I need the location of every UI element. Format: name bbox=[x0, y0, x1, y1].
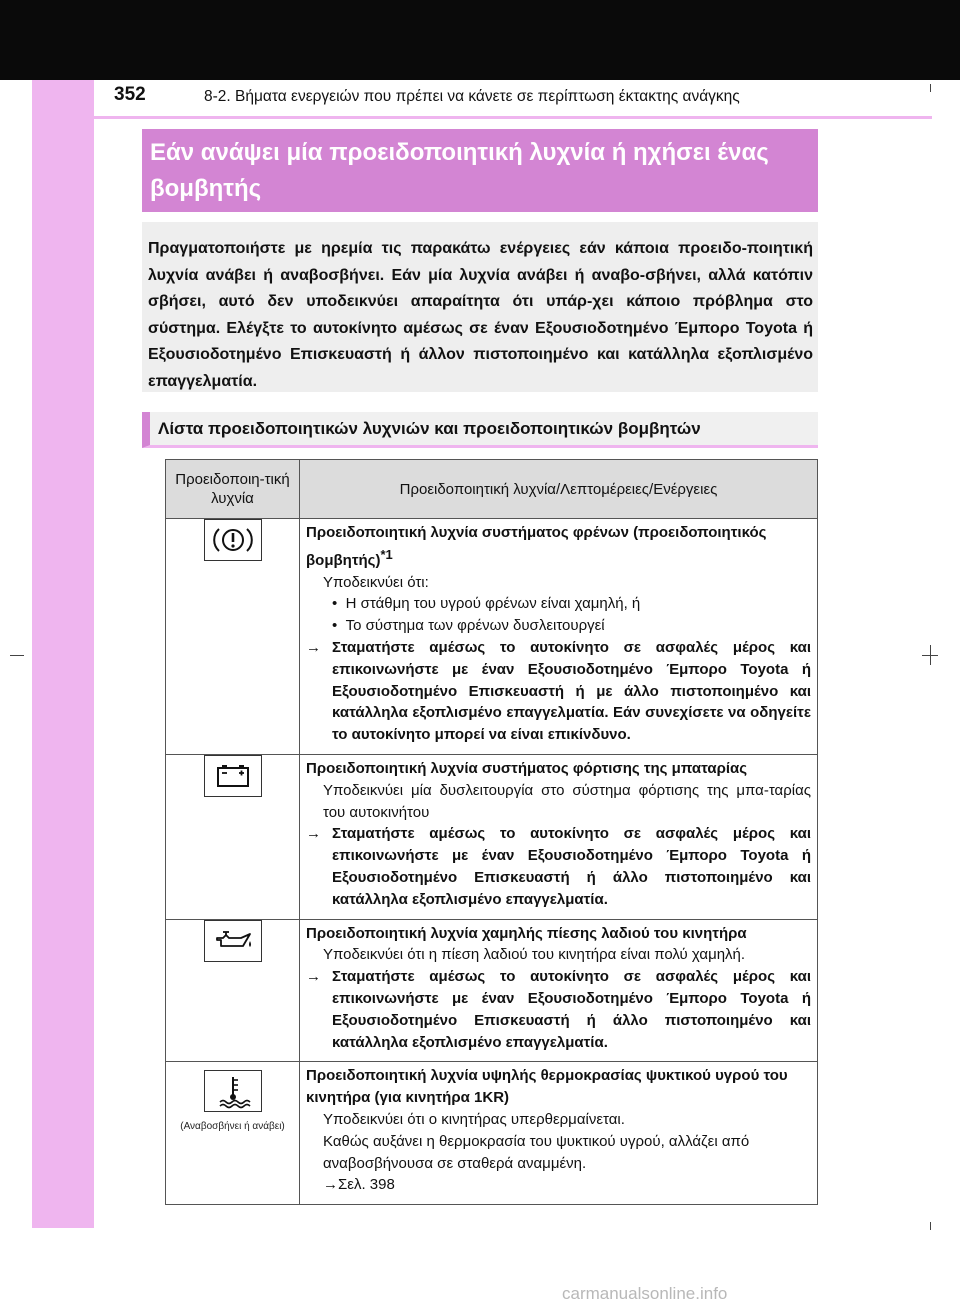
lamp-action: → Σταματήστε αμέσως το αυτοκίνητο σε ασφαλές μέρος και επικοινωνήστε με έναν Εξουσιοδοτημένο Έμπορο Toyota ή Εξουσιοδοτημένο Επισκευαστή ή με άλλο πιστοποιημένο και κατάλληλα εξοπλισμένο επαγγελματία. Εάν συνεχίσετε να οδηγείτε το αυτοκίνητο μπορεί να είναι επικίνδυνο. bbox=[306, 638, 811, 744]
lamp-bullet: • Η στάθμη του υγρού φρένων είναι χαμηλή, ή bbox=[332, 595, 641, 613]
brake-warning-icon bbox=[204, 519, 262, 561]
lamp-lead: Υποδεικνύει ότι ο κινητήρας υπερθερμαίνεται. bbox=[323, 1110, 625, 1128]
intro-text: Πραγματοποιήστε με ηρεμία τις παρακάτω ενέργειες εάν κάποια προειδο-ποιητική λυχνία ανάβει ή αναβοσβήνει. Εάν μία λυχνία ανάβει ή αναβο-σβήνει, αλλά κατόπιν σβήσει, αυτό δεν υποδεικνύει απαραίτητα ότι υπάρ-χει κάποιο πρόβλημα στο σύστημα. Ελέγξτε το αυτοκίνητο αμέσως σε έναν Εξουσιοδοτημένο Έμπορο Toyota ή Εξουσιοδοτημένο Επισκευαστή ή άλλον πιστοποιημένο και κατάλληλα εξοπλισμένο επαγγελματία. bbox=[148, 240, 813, 390]
table-row bbox=[166, 919, 818, 1062]
intro-box bbox=[142, 222, 818, 392]
subheading-text: Λίστα προειδοποιητικών λυχνιών και προειδοποιητικών βομβητών bbox=[158, 419, 701, 438]
lamp-title: Προειδοποιητική λυχνία υψηλής θερμοκρασίας ψυκτικού υγρού του κινητήρα (για κινητήρα 1KR) bbox=[306, 1067, 788, 1107]
lamp-bullet: • Το σύστημα των φρένων δυσλειτουργεί bbox=[332, 617, 605, 635]
title-banner bbox=[142, 129, 818, 212]
lamp-lead: Υποδεικνύει μία δυσλειτουργία στο σύστημα φόρτισης της μπα-ταρίας του αυτοκινήτου bbox=[323, 781, 811, 821]
lamp-details bbox=[300, 919, 818, 1062]
list-subheading bbox=[142, 412, 818, 448]
side-tab-strip bbox=[32, 80, 94, 1228]
lamp-action: → Σταματήστε αμέσως το αυτοκίνητο σε ασφαλές μέρος και επικοινωνήστε με έναν Εξουσιοδοτημένο Έμπορο Toyota ή Εξουσιοδοτημένο Επισκευαστή ή άλλο πιστοποιημένο και κατάλληλα εξοπλισμένο επαγγελματία. bbox=[306, 968, 811, 1051]
watermark: carmanualsonline.info bbox=[562, 1284, 728, 1303]
crop-mark bbox=[930, 1222, 931, 1230]
lamp-cell bbox=[166, 919, 300, 1062]
lamp-details bbox=[300, 754, 818, 919]
oil-pressure-icon bbox=[204, 920, 262, 962]
top-black-band bbox=[0, 0, 960, 80]
lamp-title: Προειδοποιητική λυχνία συστήματος φόρτισης της μπαταρίας bbox=[306, 759, 748, 777]
lamp-cell bbox=[166, 519, 300, 755]
crop-mark bbox=[10, 655, 24, 656]
coolant-temperature-icon bbox=[204, 1070, 262, 1112]
lamp-details bbox=[300, 519, 818, 755]
lamp-note: (Αναβοσβήνει ή ανάβει) bbox=[180, 1121, 285, 1133]
warning-lights-table bbox=[165, 459, 818, 1205]
lamp-action: → Σταματήστε αμέσως το αυτοκίνητο σε ασφαλές μέρος και επικοινωνήστε με έναν Εξουσιοδοτημένο Έμπορο Toyota ή Εξουσιοδοτημένο Επισκευαστή ή άλλο πιστοποιημένο και κατάλληλα εξοπλισμένο επαγγελματία. bbox=[306, 825, 811, 908]
crop-mark bbox=[930, 84, 931, 92]
battery-charge-icon bbox=[204, 755, 262, 797]
footnote-mark: *1 bbox=[380, 546, 393, 562]
lamp-cell bbox=[166, 1062, 300, 1205]
lamp-lead-2: Καθώς αυξάνει η θερμοκρασία του ψυκτικού υγρού, αλλάζει από αναβοσβήνουσα σε σταθερά αναμμένη. bbox=[323, 1132, 750, 1172]
lamp-cell bbox=[166, 754, 300, 919]
table-row bbox=[166, 519, 818, 755]
lamp-title: Προειδοποιητική λυχνία συστήματος φρένων (προειδοποιητικός βομβητής) bbox=[306, 524, 767, 569]
col-header-details: Προειδοποιητική λυχνία/Λεπτομέρειες/Ενέργειες bbox=[300, 460, 818, 519]
page-number: 352 bbox=[114, 84, 146, 105]
lamp-details bbox=[300, 1062, 818, 1205]
lamp-title: Προειδοποιητική λυχνία χαμηλής πίεσης λαδιού του κινητήρα bbox=[306, 924, 747, 942]
table-row bbox=[166, 754, 818, 919]
header-rule bbox=[94, 116, 932, 119]
table-row bbox=[166, 1062, 818, 1205]
page-reference: →Σελ. 398 bbox=[323, 1176, 395, 1194]
page-title: Εάν ανάψει μία προειδοποιητική λυχνία ή ηχήσει ένας βομβητής bbox=[150, 139, 769, 202]
lamp-lead: Υποδεικνύει ότι: bbox=[323, 573, 429, 591]
table-header-row bbox=[166, 460, 818, 519]
lamp-lead: Υποδεικνύει ότι η πίεση λαδιού του κινητήρα είναι πολύ χαμηλή. bbox=[323, 946, 746, 964]
col-header-lamp: Προειδοποιη-τική λυχνία bbox=[166, 460, 300, 519]
section-header: 8-2. Βήματα ενεργειών που πρέπει να κάνετε σε περίπτωση έκτακτης ανάγκης bbox=[204, 88, 740, 105]
crop-mark bbox=[930, 645, 931, 665]
